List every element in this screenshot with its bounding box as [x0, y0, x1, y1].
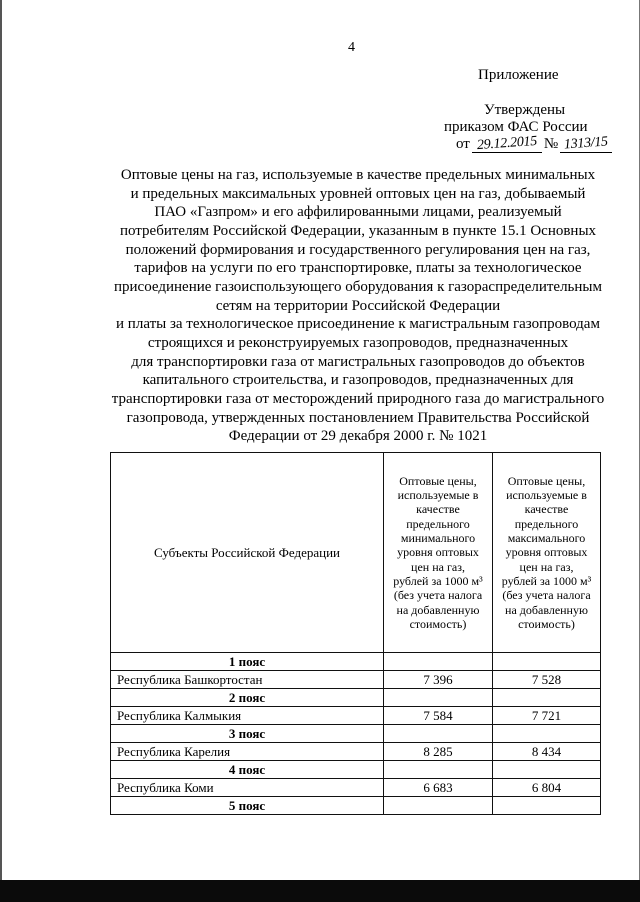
empty-cell	[493, 797, 601, 815]
appendix-label: Приложение	[478, 67, 559, 83]
min-price-value: 7 396	[384, 671, 493, 689]
max-price-value: 7 528	[493, 671, 601, 689]
price-table	[110, 452, 601, 815]
handwritten-date: 29.12.2015	[476, 133, 538, 154]
header-subjects: Субъекты Российской Федерации	[111, 453, 384, 653]
max-price-value: 6 804	[493, 779, 601, 797]
region-name: Республика Карелия	[111, 743, 384, 761]
handwritten-number-field	[560, 136, 612, 153]
min-price-value: 7 584	[384, 707, 493, 725]
empty-cell	[493, 653, 601, 671]
number-prefix: №	[543, 136, 559, 152]
empty-cell	[384, 761, 493, 779]
empty-cell	[384, 653, 493, 671]
region-row	[111, 743, 601, 761]
header-max-price: Оптовые цены, используемые в качестве предельного максимального уровня оптовых цен на газ, рублей за 1000 м³ (без учета налога на добавленную стоимость)	[493, 453, 601, 653]
max-price-value: 7 721	[493, 707, 601, 725]
zone-row	[111, 653, 601, 671]
empty-cell	[493, 761, 601, 779]
region-row	[111, 779, 601, 797]
max-price-value: 8 434	[493, 743, 601, 761]
region-name: Республика Коми	[111, 779, 384, 797]
region-row	[111, 707, 601, 725]
zone-label: 2 пояс	[111, 689, 384, 707]
approved-label: Утверждены	[484, 102, 566, 118]
empty-cell	[384, 725, 493, 743]
scan-edge-left	[0, 0, 2, 880]
zone-row	[111, 689, 601, 707]
page-number: 4	[348, 40, 355, 55]
table-header-row	[111, 453, 601, 653]
empty-cell	[384, 797, 493, 815]
handwritten-number: 1313/15	[563, 134, 609, 153]
zone-row	[111, 761, 601, 779]
order-label: приказом ФАС России	[444, 119, 588, 135]
zone-label: 5 пояс	[111, 797, 384, 815]
region-name: Республика Калмыкия	[111, 707, 384, 725]
empty-cell	[493, 689, 601, 707]
zone-label: 1 пояс	[111, 653, 384, 671]
scan-edge-bottom	[0, 880, 640, 902]
empty-cell	[493, 725, 601, 743]
empty-cell	[384, 689, 493, 707]
handwritten-date-field	[472, 133, 542, 154]
region-row	[111, 671, 601, 689]
zone-label: 3 пояс	[111, 725, 384, 743]
order-date-number-line	[456, 135, 614, 153]
zone-row	[111, 725, 601, 743]
zone-label: 4 пояс	[111, 761, 384, 779]
document-title: Оптовые цены на газ, используемые в качестве предельных минимальных и предельных максимальных уровней оптовых цен на газ, добываемый ПАО «Газпром» и его аффилированными лицами, реализуемый потребителям Российской Федерации, указанным в пункте 15.1 Основных положений формирования и государственного регулирования цен на газ, тарифов на услуги по его транспортировке, платы за технологическое присоединение газоиспользующего оборудования к газораспределительным сетям на территории Российской Федерации и платы за технологическое присоединение к магистральным газопроводам строящихся и реконструируемых газопроводов, предназначенных для транспортировки газа от магистральных газопроводов до объектов капитального строительства, и газопроводов, предназначенных для транспортировки газа от месторождений природного газа до магистрального газопровода, утвержденных постановлением Правительства Российской Федерации от 29 декабря 2000 г. № 1021	[111, 167, 605, 445]
min-price-value: 8 285	[384, 743, 493, 761]
header-min-price: Оптовые цены, используемые в качестве предельного минимального уровня оптовых цен на газ, рублей за 1000 м³ (без учета налога на добавленную стоимость)	[384, 453, 493, 653]
date-prefix: от	[456, 136, 470, 152]
zone-row	[111, 797, 601, 815]
region-name: Республика Башкортостан	[111, 671, 384, 689]
min-price-value: 6 683	[384, 779, 493, 797]
